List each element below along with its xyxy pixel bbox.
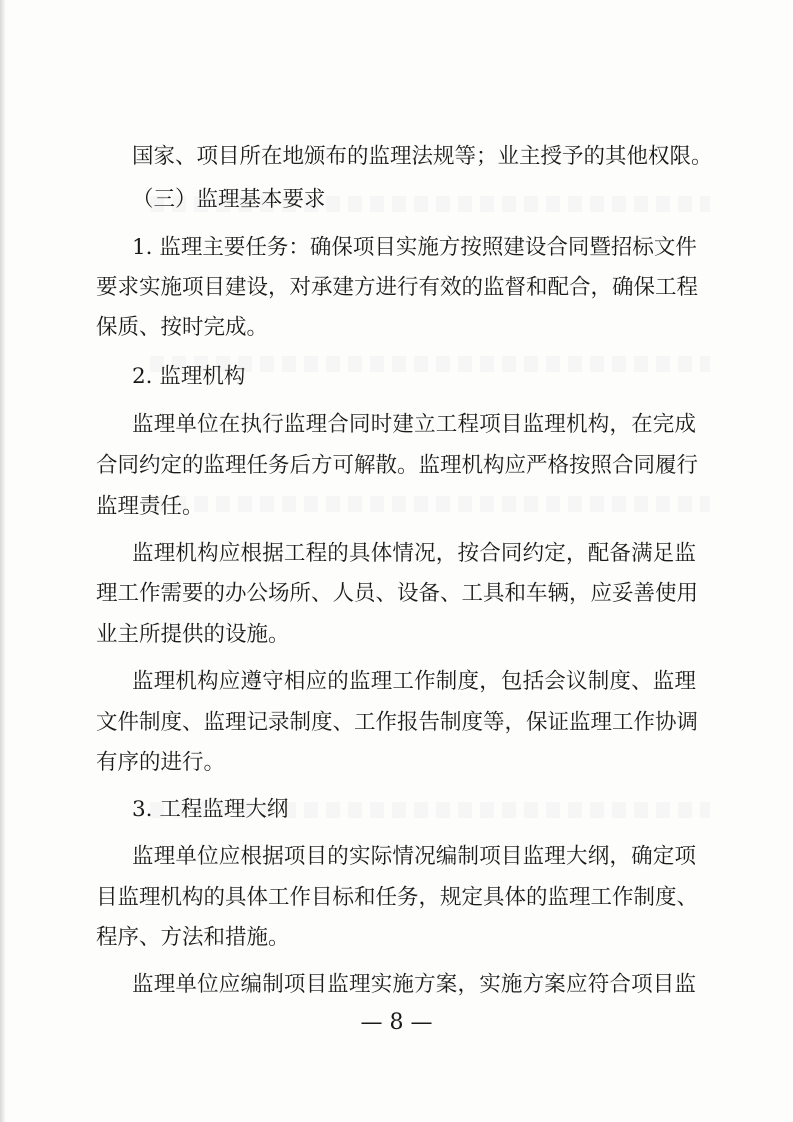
body-text-line: 监理单位在执行监理合同时建立工程项目监理机构，在完成	[132, 412, 696, 437]
body-text-line: 程序、方法和措施。	[96, 925, 290, 950]
body-text-line: 合同约定的监理任务后方可解散。监理机构应严格按照合同履行	[96, 453, 699, 478]
section-heading: （三）监理基本要求	[132, 187, 326, 212]
body-text-line: 监理机构应遵守相应的监理工作制度，包括会议制度、监理	[132, 669, 696, 694]
subsection-heading: 2. 监理机构	[132, 364, 246, 389]
body-text-line: 文件制度、监理记录制度、工作报告制度等，保证监理工作协调	[96, 710, 699, 735]
body-text-line: 监理单位应编制项目监理实施方案，实施方案应符合项目监	[132, 972, 696, 997]
subsection-heading: 3. 工程监理大纲	[132, 797, 289, 822]
body-text-line: 要求实施项目建设，对承建方进行有效的监督和配合，确保工程	[96, 275, 699, 300]
body-text-line: 有序的进行。	[96, 750, 226, 775]
body-text-line: 监理责任。	[96, 494, 204, 519]
body-text-line: 1. 监理主要任务：确保项目实施方按照建设合同暨招标文件	[132, 235, 697, 260]
body-text-line: 理工作需要的办公场所、人员、设备、工具和车辆，应妥善使用	[96, 581, 699, 606]
body-text-line: 目监理机构的具体工作目标和任务，规定具体的监理工作制度、	[96, 885, 699, 910]
scan-edge-shadow	[0, 0, 6, 1122]
page-number: — 8 —	[360, 1010, 433, 1035]
body-text-line: 监理单位应根据项目的实际情况编制项目监理大纲，确定项	[132, 844, 696, 869]
body-text-line: 监理机构应根据工程的具体情况，按合同约定，配备满足监	[132, 541, 696, 566]
body-text-line: 国家、项目所在地颁布的监理法规等；业主授予的其他权限。	[132, 144, 713, 169]
body-text-line: 保质、按时完成。	[96, 315, 269, 340]
body-text-line: 业主所提供的设施。	[96, 622, 290, 647]
